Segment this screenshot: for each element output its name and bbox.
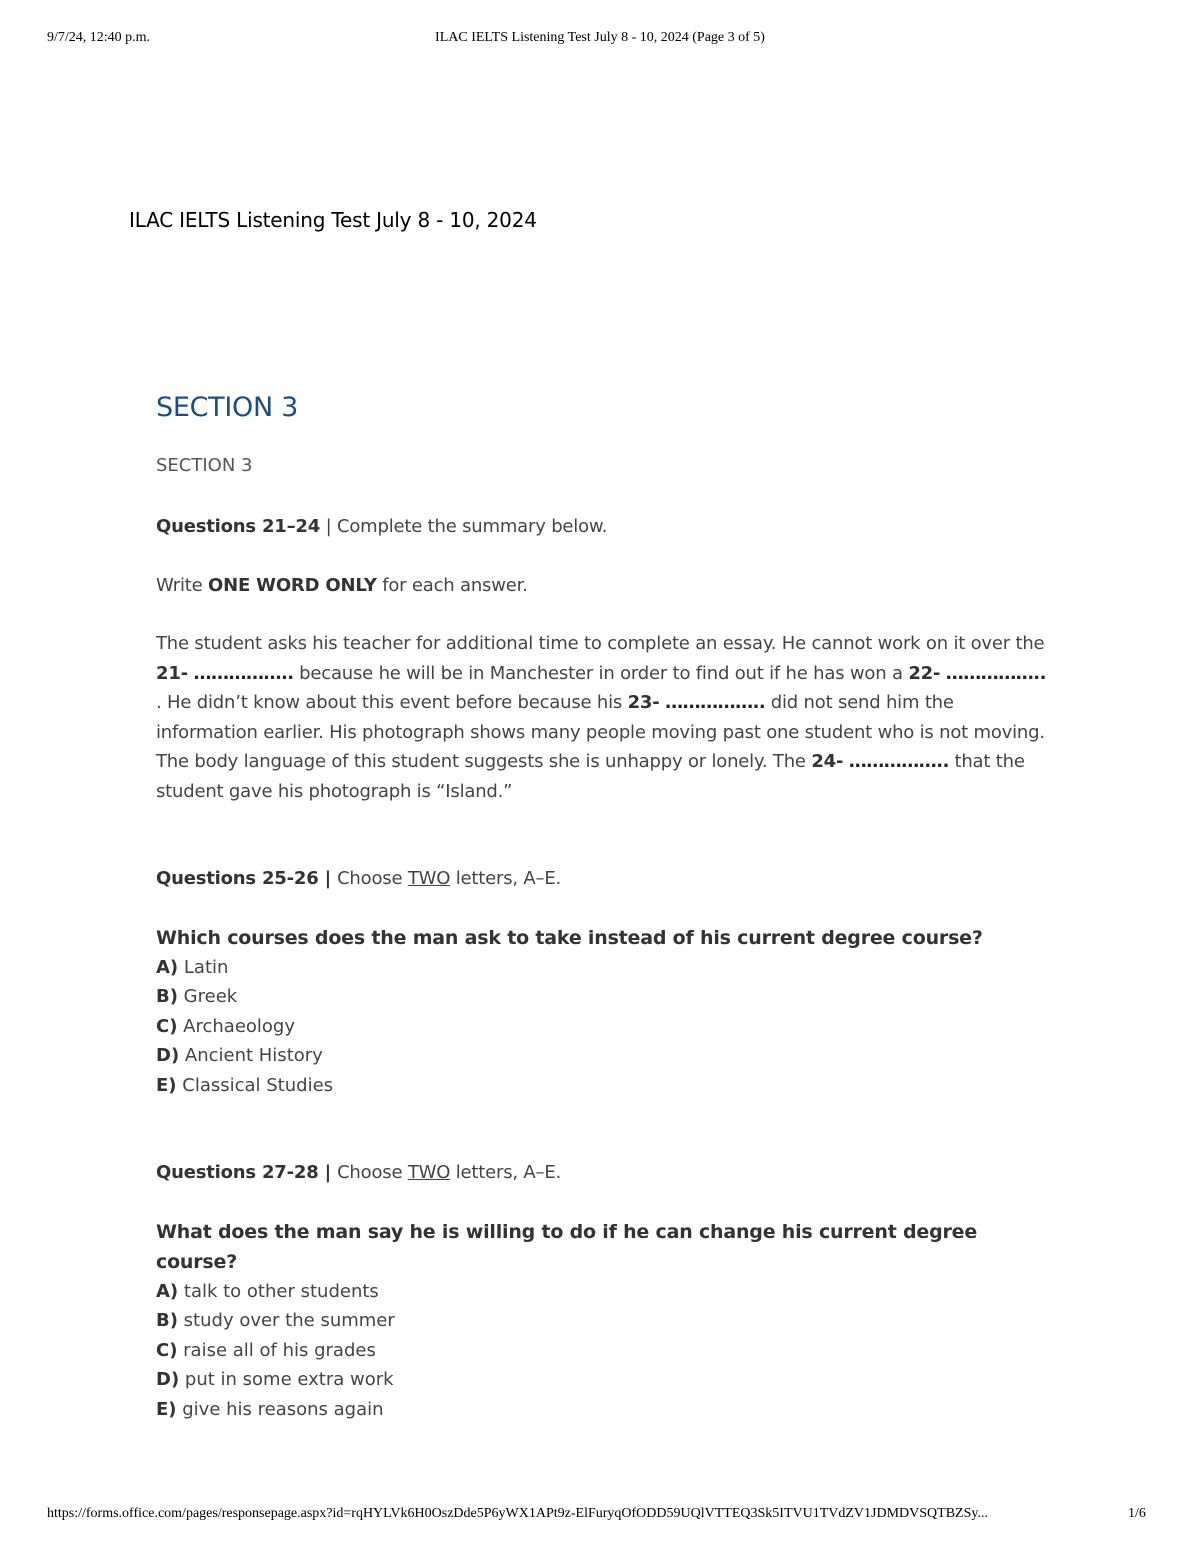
q25-26-header [156, 864, 1046, 894]
blank-22-number: 22- [908, 662, 941, 684]
option-text: Classical Studies [176, 1074, 334, 1096]
q25-26-option-d[interactable] [156, 1041, 1046, 1071]
summary-text-3: . He didn’t know about this event before because his [156, 692, 628, 713]
summary-text-1: The student asks his teacher for additional time to complete an essay. He cannot work on it over the [156, 633, 1045, 654]
summary-text-5: that the student gave his photograph is “Island.” [156, 751, 1025, 802]
option-text: study over the summer [177, 1310, 395, 1331]
option-text: raise all of his grades [177, 1339, 376, 1361]
option-letter: C) [156, 1339, 178, 1361]
q27-28-option-c[interactable] [156, 1336, 1046, 1366]
option-text: Greek [177, 986, 238, 1007]
q25-26-label: Questions 25-26 [156, 868, 319, 889]
q21-24-header [156, 512, 1046, 542]
print-datetime: 9/7/24, 12:40 p.m. [47, 30, 151, 45]
blank-21-number: 21- [156, 662, 188, 684]
option-text: put in some extra work [179, 1369, 394, 1390]
form-content [156, 390, 1046, 1424]
option-letter: D) [156, 1369, 180, 1390]
option-letter: A) [156, 1280, 179, 1302]
section-subtitle: SECTION 3 [156, 455, 253, 476]
print-page-number: 1/6 [1128, 1506, 1146, 1521]
summary-paragraph [156, 629, 1046, 806]
q27-28-separator: | [318, 1162, 338, 1183]
option-letter: C) [156, 1015, 178, 1037]
write-prefix: Write [156, 574, 209, 596]
blank-21: …………….. [193, 662, 294, 684]
blank-24-number: 24- [811, 751, 844, 772]
blank-24: …………….. [848, 751, 949, 772]
q27-28-option-d[interactable] [156, 1365, 1046, 1395]
q27-28-option-e[interactable] [156, 1395, 1046, 1425]
q25-26-question: Which courses does the man ask to take instead of his current degree course? [156, 926, 983, 949]
option-text: talk to other students [178, 1280, 379, 1302]
q21-24-label: Questions 21–24 [156, 516, 321, 537]
print-url: https://forms.office.com/pages/responsepage.aspx?id=rqHYLVk6H0OszDde5P6yWX1APt9z-ElFuryqOfODD59UQlVTTEQ3Sk5ITVU1TVdZV1JDMDVSQTBZSy... [47, 1506, 988, 1521]
q27-28-choose-prefix: Choose [337, 1162, 408, 1183]
option-letter: E) [156, 1398, 177, 1420]
q21-24-instruction: Complete the summary below. [337, 516, 608, 537]
option-letter: B) [156, 986, 178, 1007]
q25-26-option-c[interactable] [156, 1012, 1046, 1042]
q21-24-separator: | [320, 516, 337, 537]
q25-26-option-e[interactable] [156, 1071, 1046, 1101]
q25-26-choose-prefix: Choose [337, 868, 408, 889]
section-heading: SECTION 3 [156, 392, 299, 423]
blank-23: …………….. [665, 692, 766, 713]
blank-23-number: 23- [627, 692, 660, 713]
q25-26-options [156, 953, 1046, 1101]
word-limit-bold: ONE WORD ONLY [208, 574, 377, 596]
print-header [0, 30, 1200, 50]
q27-28-header [156, 1158, 1046, 1188]
q27-28-choose-two: TWO [407, 1162, 451, 1183]
word-limit-instruction [156, 571, 1046, 601]
summary-text-4: did not send him the information earlier. His photograph shows many people moving past one student who is not moving. The body language of this student suggests she is unhappy or lonely. The [156, 692, 1045, 772]
option-text: Latin [178, 956, 229, 978]
write-suffix: for each answer. [376, 574, 528, 596]
q27-28-options [156, 1277, 1046, 1425]
form-title: ILAC IELTS Listening Test July 8 - 10, 2024 [129, 208, 537, 232]
q25-26-separator: | [318, 868, 338, 889]
summary-text-2: because he will be in Manchester in order to find out if he has won a [293, 662, 909, 684]
blank-22: …………….. [945, 662, 1046, 684]
print-page-title: ILAC IELTS Listening Test July 8 - 10, 2024 (Page 3 of 5) [435, 30, 765, 45]
option-text: Ancient History [179, 1045, 323, 1066]
q27-28-choose-suffix: letters, A–E. [450, 1162, 562, 1183]
q25-26-option-a[interactable] [156, 953, 1046, 983]
q27-28-option-a[interactable] [156, 1277, 1046, 1307]
option-letter: E) [156, 1074, 177, 1096]
q27-28-option-b[interactable] [156, 1306, 1046, 1336]
option-letter: D) [156, 1045, 180, 1066]
option-letter: A) [156, 956, 179, 978]
option-text: Archaeology [177, 1015, 295, 1037]
option-text: give his reasons again [176, 1398, 384, 1420]
q25-26-option-b[interactable] [156, 982, 1046, 1012]
q25-26-choose-two: TWO [407, 868, 451, 889]
q27-28-label: Questions 27-28 [156, 1162, 319, 1183]
q25-26-choose-suffix: letters, A–E. [450, 868, 562, 889]
option-letter: B) [156, 1310, 178, 1331]
q27-28-question: What does the man say he is willing to do if he can change his current degree course? [156, 1220, 978, 1273]
